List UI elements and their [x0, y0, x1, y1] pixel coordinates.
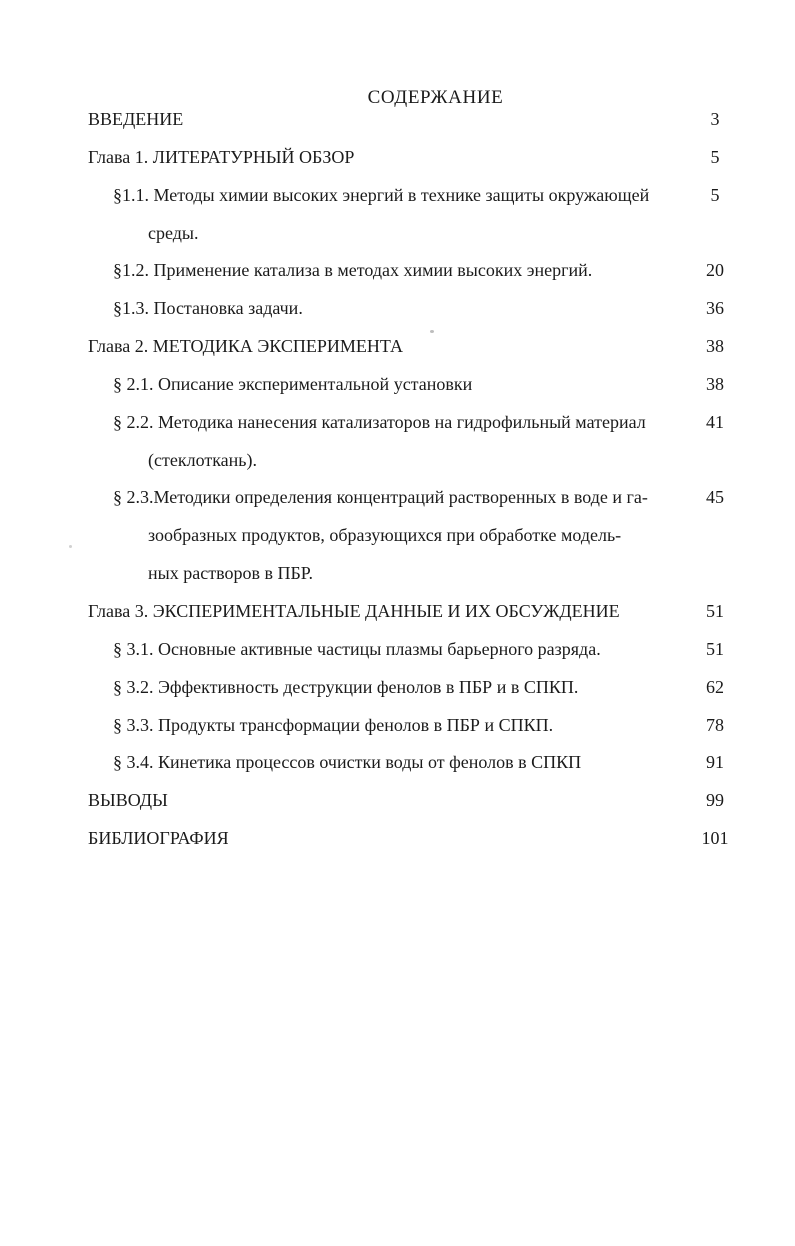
toc-entry-page-number: 36 — [706, 298, 724, 319]
toc-row — [88, 598, 738, 636]
toc-entry-page-number: 38 — [706, 373, 724, 394]
toc-entry-label: БИБЛИОГРАФИЯ — [88, 828, 229, 849]
toc-row — [88, 257, 738, 295]
toc-entry-page-number: 78 — [706, 714, 724, 735]
toc-entry-page-number: 99 — [706, 790, 724, 811]
toc-entry-label: § 3.2. Эффективность деструкции фенолов в ПБР и в СПКП. — [113, 676, 579, 697]
toc-entry-label: ВВЕДЕНИЕ — [88, 109, 184, 129]
toc-row — [88, 749, 738, 787]
toc-entry-label: (стеклоткань). — [148, 449, 257, 470]
scan-artifact-dot — [430, 330, 434, 333]
toc-row — [88, 522, 738, 560]
toc-entry-page-number: 91 — [706, 752, 724, 773]
toc-row — [88, 787, 738, 825]
toc-entry-page-number: 3 — [710, 109, 720, 129]
toc-entry-label: §1.1. Методы химии высоких энергий в технике защиты окружающей — [113, 184, 650, 205]
page-title: СОДЕРЖАНИЕ — [367, 87, 504, 108]
toc-entry-page-number: 41 — [706, 411, 724, 432]
toc-entry-label: Глава 3. ЭКСПЕРИМЕНТАЛЬНЫЕ ДАННЫЕ И ИХ ОБСУЖДЕНИЕ — [88, 600, 620, 621]
toc-row — [88, 712, 738, 750]
table-of-contents — [88, 106, 738, 863]
toc-entry-page-number: 45 — [706, 487, 724, 508]
toc-entry-label: § 2.3.Методики определения концентраций растворенных в воде и га- — [113, 487, 648, 508]
toc-row — [88, 182, 738, 220]
toc-entry-label: Глава 1. ЛИТЕРАТУРНЫЙ ОБЗОР — [88, 146, 355, 167]
toc-entry-label: §1.3. Постановка задачи. — [113, 298, 303, 319]
toc-entry-page-number: 38 — [706, 336, 724, 357]
toc-entry-label: § 2.1. Описание экспериментальной установки — [113, 373, 473, 394]
toc-row — [88, 484, 738, 522]
toc-entry-label: § 2.2. Методика нанесения катализаторов на гидрофильный материал — [113, 411, 646, 432]
toc-row — [88, 409, 738, 447]
toc-entry-label: § 3.1. Основные активные частицы плазмы барьерного разряда. — [113, 638, 601, 659]
toc-entry-page-number: 101 — [701, 828, 729, 849]
toc-entry-page-number: 5 — [710, 184, 720, 205]
toc-entry-label: § 3.3. Продукты трансформации фенолов в ПБР и СПКП. — [113, 714, 554, 735]
toc-entry-label: §1.2. Применение катализа в методах химии высоких энергий. — [113, 260, 593, 281]
scan-artifact-dot — [69, 545, 72, 548]
toc-row — [88, 674, 738, 712]
toc-entry-label: Глава 2. МЕТОДИКА ЭКСПЕРИМЕНТА — [88, 336, 403, 357]
toc-entry-label: зообразных продуктов, образующихся при обработке модель- — [148, 525, 622, 546]
toc-entry-label: ВЫВОДЫ — [88, 790, 168, 811]
toc-row — [88, 106, 738, 144]
toc-entry-label: среды. — [148, 222, 199, 243]
toc-row — [88, 636, 738, 674]
toc-entry-label: ных растворов в ПБР. — [148, 563, 314, 584]
toc-row — [88, 560, 738, 598]
toc-row — [88, 333, 738, 371]
toc-entry-page-number: 51 — [706, 638, 724, 659]
toc-row — [88, 825, 738, 863]
toc-entry-page-number: 62 — [706, 676, 724, 697]
toc-row — [88, 220, 738, 258]
toc-row — [88, 295, 738, 333]
toc-row — [88, 371, 738, 409]
toc-entry-page-number: 20 — [706, 260, 724, 281]
toc-entry-page-number: 51 — [706, 600, 724, 621]
toc-row — [88, 144, 738, 182]
toc-row — [88, 447, 738, 485]
toc-entry-page-number: 5 — [710, 146, 720, 167]
toc-entry-label: § 3.4. Кинетика процессов очистки воды от фенолов в СПКП — [113, 752, 582, 773]
